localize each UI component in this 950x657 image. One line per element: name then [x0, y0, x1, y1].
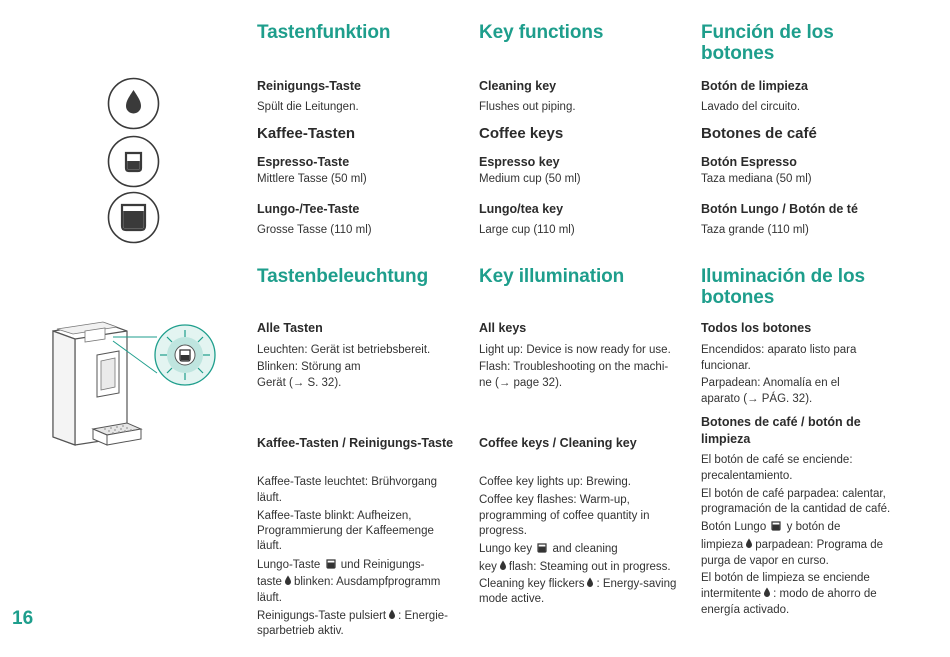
coffee-machine-illustration: [45, 317, 225, 467]
en-p2b: programming of coffee quantity in: [479, 510, 650, 522]
es-p3c: limpieza: [701, 539, 744, 551]
de-title-illumination: Tastenbeleuchtung: [257, 266, 429, 287]
en-p3c: key: [479, 561, 497, 573]
es-cleaning-desc: Lavado del circuito.: [701, 101, 801, 113]
es-p4b: intermitente: [701, 588, 762, 600]
es-espresso-desc: Taza mediana (50 ml): [701, 173, 812, 185]
es-p4c: : modo de ahorro de: [773, 588, 877, 600]
en-espresso-desc: Medium cup (50 ml): [479, 173, 581, 185]
en-lungo-key: Lungo/tea key: [479, 202, 564, 216]
de-p1a: Kaffee-Taste leuchtet: Brühvorgang: [257, 476, 438, 488]
de-p3e: läuft.: [257, 592, 282, 604]
en-all-light: Light up: Device is now ready for use.: [479, 344, 671, 356]
en-title-key-functions: Key functions: [479, 22, 604, 43]
large-cup-icon: [107, 191, 160, 244]
en-p4b: : Energy-saving: [596, 578, 677, 590]
de-p4a: Reinigungs-Taste pulsiert: [257, 610, 387, 622]
de-p2c: läuft.: [257, 540, 282, 552]
en-p3-line1: [479, 541, 691, 557]
en-p3-line2: [479, 559, 691, 575]
de-p4-line1: [257, 608, 469, 624]
page-number: 16: [12, 608, 34, 629]
es-p3a: Botón Lungo: [701, 521, 767, 533]
en-coffee-keys: Coffee keys: [479, 125, 564, 142]
drop-icon: [586, 577, 594, 588]
en-p2a: Coffee key flashes: Warm-up,: [479, 494, 630, 506]
de-all-light: Leuchten: Gerät ist betriebsbereit.: [257, 344, 431, 356]
es-p4-line2: [701, 586, 913, 602]
en-coffee-cleaning-keys: Coffee keys / Cleaning key: [479, 436, 637, 450]
es-title-illumination-2: botones: [701, 287, 775, 308]
es-espresso-key: Botón Espresso: [701, 155, 797, 169]
small-cup-icon: [107, 135, 160, 188]
es-all-light-2: funcionar.: [701, 360, 751, 372]
en-p4-line1: [479, 576, 691, 592]
de-title-key-functions: Tastenfunktion: [257, 22, 391, 43]
es-p2a: El botón de café parpadea: calentar,: [701, 488, 886, 500]
es-lungo-desc: Taza grande (110 ml): [701, 224, 809, 236]
de-p3-line1: [257, 557, 469, 573]
de-p3d: blinken: Ausdampfprogramm: [293, 576, 441, 588]
de-p4b: : Energie-: [398, 610, 448, 622]
en-p1: Coffee key lights up: Brewing.: [479, 476, 631, 488]
large-cup-icon: [771, 521, 781, 531]
es-all-keys: Todos los botones: [701, 321, 812, 335]
de-p1b: läuft.: [257, 492, 282, 504]
de-p3c: taste: [257, 576, 282, 588]
en-cleaning-desc: Flushes out piping.: [479, 101, 576, 113]
es-p3d: parpadean: Programa de: [755, 539, 884, 551]
de-p3-line2: [257, 574, 469, 590]
de-lungo-desc: Grosse Tasse (110 ml): [257, 224, 372, 236]
es-title-key-functions-2: botones: [701, 43, 775, 64]
de-espresso-desc: Mittlere Tasse (50 ml): [257, 173, 367, 185]
de-coffee-keys: Kaffee-Tasten: [257, 125, 356, 142]
en-p3a: Lungo key: [479, 543, 533, 555]
es-p1b: precalentamiento.: [701, 470, 793, 482]
en-title-illumination: Key illumination: [479, 266, 625, 287]
drop-icon: [107, 77, 160, 130]
en-espresso-key: Espresso key: [479, 155, 560, 169]
de-p3b: und Reinigungs-: [340, 559, 425, 571]
es-title-illumination-1: Iluminación de los: [701, 266, 865, 287]
de-p2b: Programmierung der Kaffeemenge: [257, 525, 434, 537]
es-title-key-functions-1: Función de los: [701, 22, 834, 43]
en-p2c: progress.: [479, 525, 527, 537]
es-p3-line2: [701, 537, 913, 553]
es-coffee-keys: Botones de café: [701, 125, 817, 142]
es-cleaning-key: Botón de limpieza: [701, 79, 808, 93]
drop-icon: [499, 560, 507, 571]
de-espresso-key: Espresso-Taste: [257, 155, 350, 169]
es-p2b: programación de la cantidad de café.: [701, 503, 891, 515]
es-coffee-cleaning-keys-1: Botones de café / botón de: [701, 415, 861, 429]
es-p1a: El botón de café se enciende:: [701, 454, 853, 466]
en-p4c: mode active.: [479, 593, 545, 605]
es-p3e: purga de vapor en curso.: [701, 555, 829, 567]
es-all-blink-2: aparato (→ PÁG. 32).: [701, 393, 813, 405]
de-coffee-cleaning-keys: Kaffee-Tasten / Reinigungs-Taste: [257, 436, 454, 450]
en-lungo-desc: Large cup (110 ml): [479, 224, 575, 236]
en-all-flash-2: ne (→ page 32).: [479, 377, 563, 389]
en-p4a: Cleaning key flickers: [479, 578, 585, 590]
drop-icon: [745, 538, 753, 549]
en-cleaning-key: Cleaning key: [479, 79, 557, 93]
de-p4c: sparbetrieb aktiv.: [257, 625, 344, 637]
en-all-keys: All keys: [479, 321, 527, 335]
de-all-blink-1: Blinken: Störung am: [257, 361, 361, 373]
de-cleaning-key: Reinigungs-Taste: [257, 79, 361, 93]
de-p3a: Lungo-Taste: [257, 559, 321, 571]
de-all-blink-2: Gerät (→ S. 32).: [257, 377, 342, 389]
drop-icon: [763, 587, 771, 598]
es-p3-line1: [701, 519, 913, 535]
es-p4a: El botón de limpieza se enciende: [701, 572, 870, 584]
es-lungo-key: Botón Lungo / Botón de té: [701, 202, 858, 216]
large-cup-icon: [537, 543, 547, 553]
es-p3b: y botón de: [786, 521, 841, 533]
drop-icon: [388, 609, 396, 620]
de-p2a: Kaffee-Taste blinkt: Aufheizen,: [257, 510, 412, 522]
drop-icon: [284, 575, 292, 586]
en-p3b: and cleaning: [552, 543, 618, 555]
en-all-flash-1: Flash: Troubleshooting on the machi-: [479, 361, 669, 373]
en-p3d: flash: Steaming out in progress.: [508, 561, 671, 573]
es-p4d: energía activado.: [701, 604, 790, 616]
es-all-blink-1: Parpadean: Anomalía en el: [701, 377, 840, 389]
es-all-light-1: Encendidos: aparato listo para: [701, 344, 857, 356]
de-cleaning-desc: Spült die Leitungen.: [257, 101, 359, 113]
large-cup-icon: [326, 559, 336, 569]
de-lungo-key: Lungo-/Tee-Taste: [257, 202, 360, 216]
de-all-keys: Alle Tasten: [257, 321, 323, 335]
es-coffee-cleaning-keys-2: limpieza: [701, 432, 751, 446]
